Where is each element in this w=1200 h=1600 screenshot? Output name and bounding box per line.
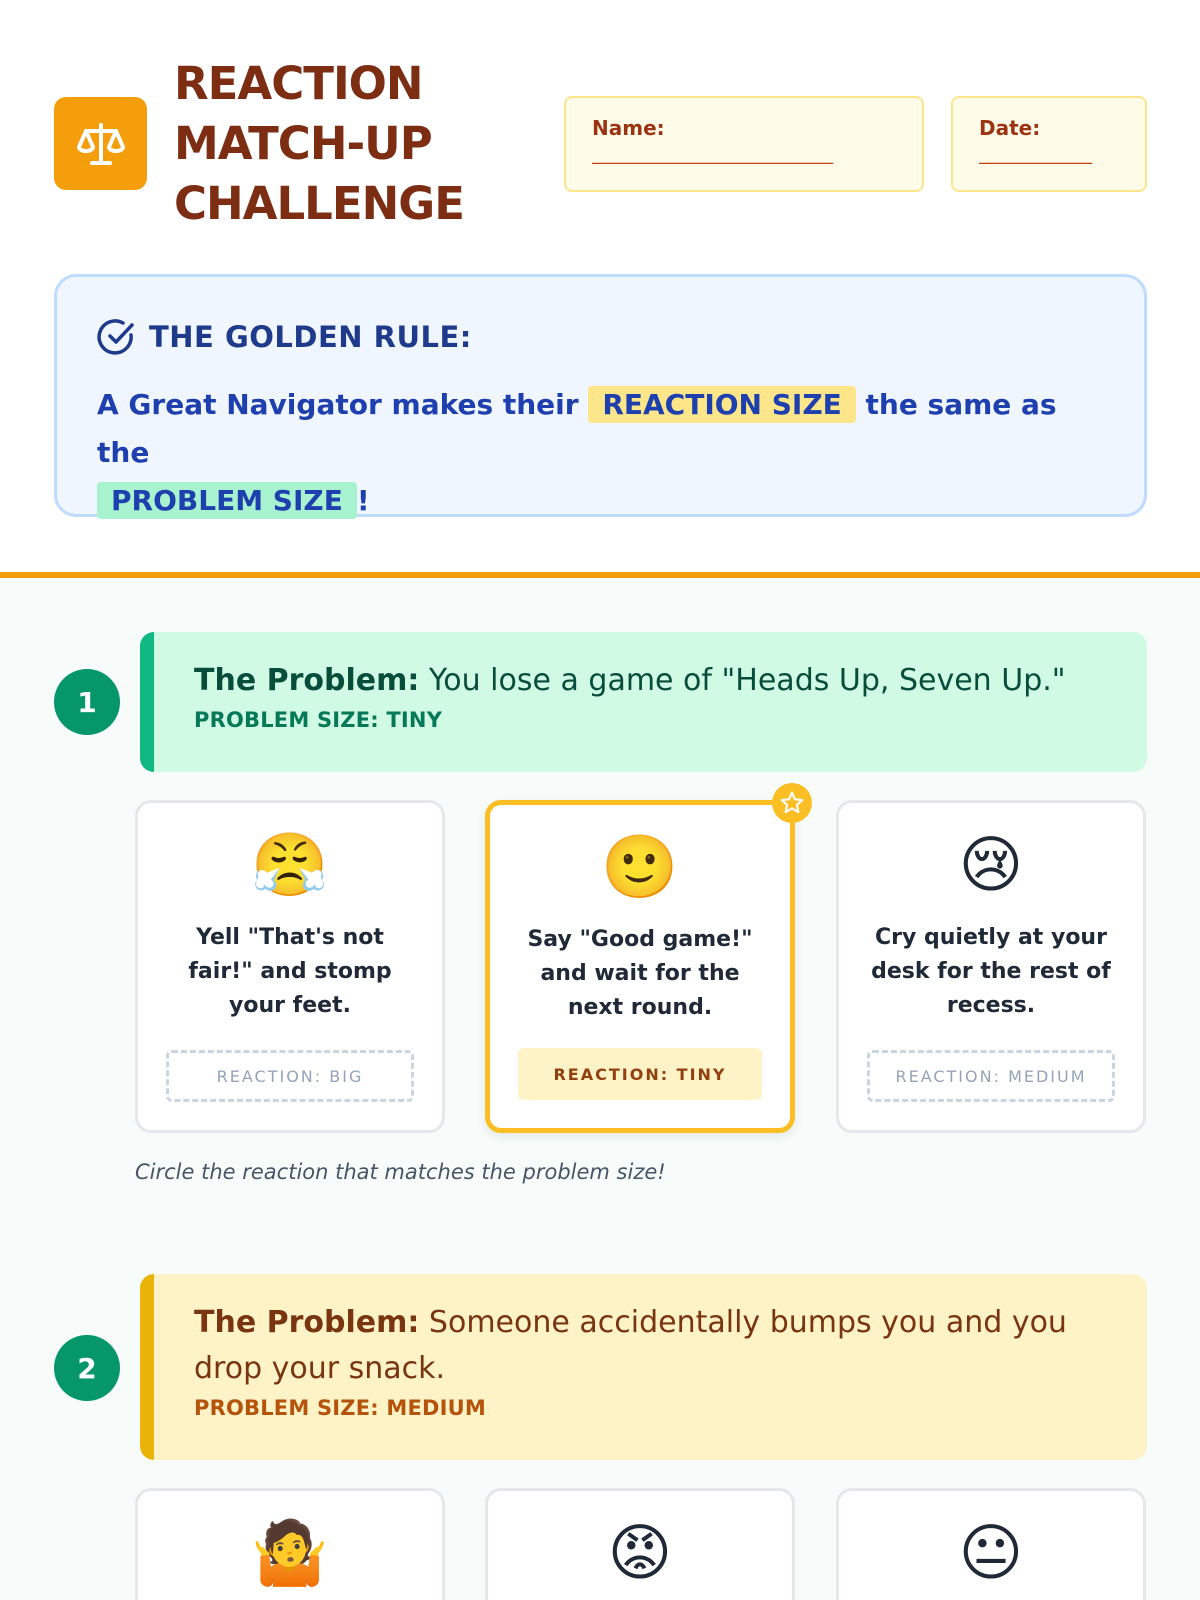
title-line-2: MATCH-UP <box>174 117 432 170</box>
reaction-option-card[interactable] <box>836 1488 1146 1600</box>
name-label: Name: <box>592 116 665 140</box>
rule-text-middle: the same as the <box>97 388 1057 469</box>
reaction-option-card[interactable] <box>485 1488 795 1600</box>
rule-text-before: A Great Navigator makes their <box>97 388 579 421</box>
logo <box>54 97 147 190</box>
neutral-face-emoji: 😐 <box>958 1516 1024 1589</box>
golden-rule-text <box>97 381 1104 525</box>
rule-text-end: ! <box>356 484 370 517</box>
date-label: Date: <box>979 116 1041 140</box>
problem-1-size: PROBLEM SIZE: TINY <box>194 708 443 732</box>
reaction-option-text: Say "Good game!" and wait for the next round. <box>527 927 753 1020</box>
instruction-text: Circle the reaction that matches the problem size! <box>135 1160 666 1184</box>
reaction-option-card[interactable] <box>836 800 1146 1133</box>
problem-1-description: You lose a game of "Heads Up, Seven Up." <box>428 663 1066 698</box>
check-circle-icon <box>97 317 137 357</box>
problem-2-description: Someone accidentally bumps you and you drop your snack. <box>194 1305 1067 1386</box>
problem-2-size: PROBLEM SIZE: MEDIUM <box>194 1396 487 1420</box>
reaction-size-highlight: REACTION SIZE <box>588 386 855 423</box>
star-badge <box>772 783 812 823</box>
problem-2-label: The Problem: <box>194 1305 420 1340</box>
problem-size-highlight: PROBLEM SIZE <box>97 482 357 519</box>
star-icon <box>779 790 805 816</box>
steaming-face-emoji: 😤 <box>251 828 329 901</box>
worksheet-header <box>0 0 1200 270</box>
problem-1-label: The Problem: <box>194 663 420 698</box>
angry-face-emoji: 😡 <box>607 1516 673 1589</box>
problem-2-text <box>194 1300 1107 1392</box>
golden-rule-box <box>54 274 1147 517</box>
reaction-size-tag: REACTION: BIG <box>166 1050 414 1102</box>
reaction-option-card[interactable] <box>135 800 445 1133</box>
title-line-1: REACTION <box>174 57 423 110</box>
golden-rule-header <box>97 317 1104 357</box>
name-line: ______________________________ <box>592 144 832 165</box>
smiling-face-emoji: 🙂 <box>601 830 679 903</box>
problem-number-1: 1 <box>54 669 120 735</box>
problem-1-text <box>194 658 1107 704</box>
date-line: ______________ <box>979 144 1091 165</box>
scales-icon <box>74 117 128 171</box>
problem-number-2: 2 <box>54 1335 120 1401</box>
reaction-size-tag: REACTION: MEDIUM <box>867 1050 1115 1102</box>
problem-2-box <box>140 1274 1147 1460</box>
title-line-3: CHALLENGE <box>174 177 464 230</box>
golden-rule-title: THE GOLDEN RULE: <box>149 320 472 354</box>
page-title <box>174 54 534 234</box>
reaction-option-text: Cry quietly at your desk for the rest of recess. <box>871 925 1111 1018</box>
reaction-option-text: Yell "That's not fair!" and stomp your feet. <box>188 925 392 1018</box>
crying-face-emoji: 😢 <box>958 828 1024 901</box>
name-field[interactable] <box>564 96 924 192</box>
reaction-option-card[interactable] <box>135 1488 445 1600</box>
date-field[interactable] <box>951 96 1147 192</box>
shrugging-person-emoji: 🤷 <box>251 1516 329 1589</box>
reaction-size-tag: REACTION: TINY <box>518 1048 762 1100</box>
reaction-option-card-selected[interactable] <box>485 800 795 1133</box>
problem-1-box <box>140 632 1147 772</box>
